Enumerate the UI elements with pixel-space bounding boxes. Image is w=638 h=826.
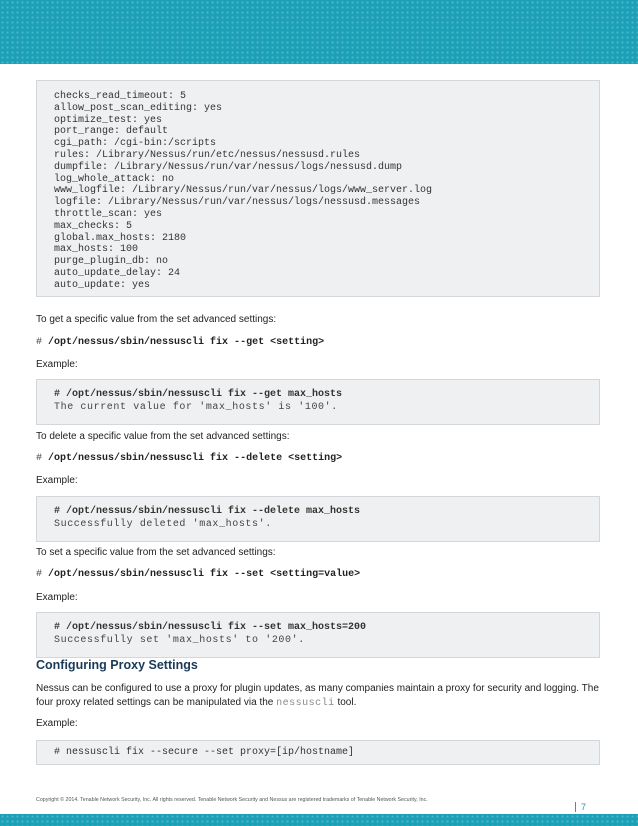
example-command-line: # /opt/nessus/sbin/nessuscli fix --delete max_hosts xyxy=(54,506,361,517)
get-command-syntax xyxy=(36,337,324,348)
set-command-syntax xyxy=(36,569,360,580)
config-line: logfile: /Library/Nessus/run/var/nessus/logs/nessusd.messages xyxy=(54,197,421,209)
proxy-paragraph-text: Nessus can be configured to use a proxy for plugin updates, as many companies maintain a proxy for security and logging. The four proxy related settings can be manipulated via the xyxy=(36,683,599,708)
config-line: throttle_scan: yes xyxy=(54,208,163,220)
proxy-example-label: Example: xyxy=(36,718,78,729)
delete-example-code-block xyxy=(36,496,600,542)
config-line: optimize_test: yes xyxy=(54,114,163,126)
example-output-line: Successfully set 'max_hosts' to '200'. xyxy=(54,635,305,646)
proxy-section-heading: Configuring Proxy Settings xyxy=(36,658,198,672)
get-example-label: Example: xyxy=(36,359,78,370)
config-line: purge_plugin_db: no xyxy=(54,256,169,268)
set-command-text: /opt/nessus/sbin/nessuscli fix --set <setting=value> xyxy=(48,569,361,580)
hash-prompt: # xyxy=(36,337,43,348)
header-banner xyxy=(0,0,638,64)
config-line: max_checks: 5 xyxy=(54,220,133,232)
get-intro-text: To get a specific value from the set advanced settings: xyxy=(36,314,277,325)
delete-example-label: Example: xyxy=(36,475,78,486)
set-example-code-block xyxy=(36,612,600,658)
config-line: port_range: default xyxy=(54,126,169,138)
proxy-paragraph-text-end: tool. xyxy=(334,696,357,708)
inline-code-nessuscli: nessuscli xyxy=(276,697,335,709)
footer-banner xyxy=(0,814,638,826)
example-output-line: Successfully deleted 'max_hosts'. xyxy=(54,519,272,530)
config-line: auto_update: yes xyxy=(54,279,151,291)
set-intro-text: To set a specific value from the set advanced settings: xyxy=(36,547,276,558)
config-line: rules: /Library/Nessus/run/etc/nessus/nessusd.rules xyxy=(54,149,361,161)
set-example-label: Example: xyxy=(36,592,78,603)
delete-intro-text: To delete a specific value from the set advanced settings: xyxy=(36,431,290,442)
config-line: global.max_hosts: 2180 xyxy=(54,232,187,244)
config-line: auto_update_delay: 24 xyxy=(54,267,181,279)
footer-copyright: Copyright © 2014. Tenable Network Security, Inc. All rights reserved. Tenable Network Security and Nessus are registered trademarks of Tenable Network Security, Inc. xyxy=(36,797,428,803)
get-example-code-block xyxy=(36,379,600,425)
config-line: cgi_path: /cgi-bin:/scripts xyxy=(54,138,217,150)
example-command-line: # /opt/nessus/sbin/nessuscli fix --get max_hosts xyxy=(54,389,343,400)
delete-command-text: /opt/nessus/sbin/nessuscli fix --delete <setting> xyxy=(48,453,343,464)
hash-prompt: # xyxy=(36,453,43,464)
example-output-line: The current value for 'max_hosts' is '100'. xyxy=(54,402,338,413)
proxy-paragraph xyxy=(36,682,600,710)
config-line: checks_read_timeout: 5 xyxy=(54,91,187,102)
delete-command-syntax xyxy=(36,453,342,464)
config-code-block xyxy=(36,80,600,297)
page-number: 7 xyxy=(575,802,586,812)
config-line: max_hosts: 100 xyxy=(54,244,139,256)
config-line: log_whole_attack: no xyxy=(54,173,175,185)
proxy-example-code-block: # nessuscli fix --secure --set proxy=[ip/hostname] xyxy=(36,740,600,765)
config-line: allow_post_scan_editing: yes xyxy=(54,102,223,114)
hash-prompt: # xyxy=(36,569,43,580)
config-line: dumpfile: /Library/Nessus/run/var/nessus/logs/nessusd.dump xyxy=(54,161,403,173)
get-command-text: /opt/nessus/sbin/nessuscli fix --get <setting> xyxy=(48,337,325,348)
example-command-line: # /opt/nessus/sbin/nessuscli fix --set max_hosts=200 xyxy=(54,622,367,633)
config-line: www_logfile: /Library/Nessus/run/var/nessus/logs/www_server.log xyxy=(54,185,433,197)
